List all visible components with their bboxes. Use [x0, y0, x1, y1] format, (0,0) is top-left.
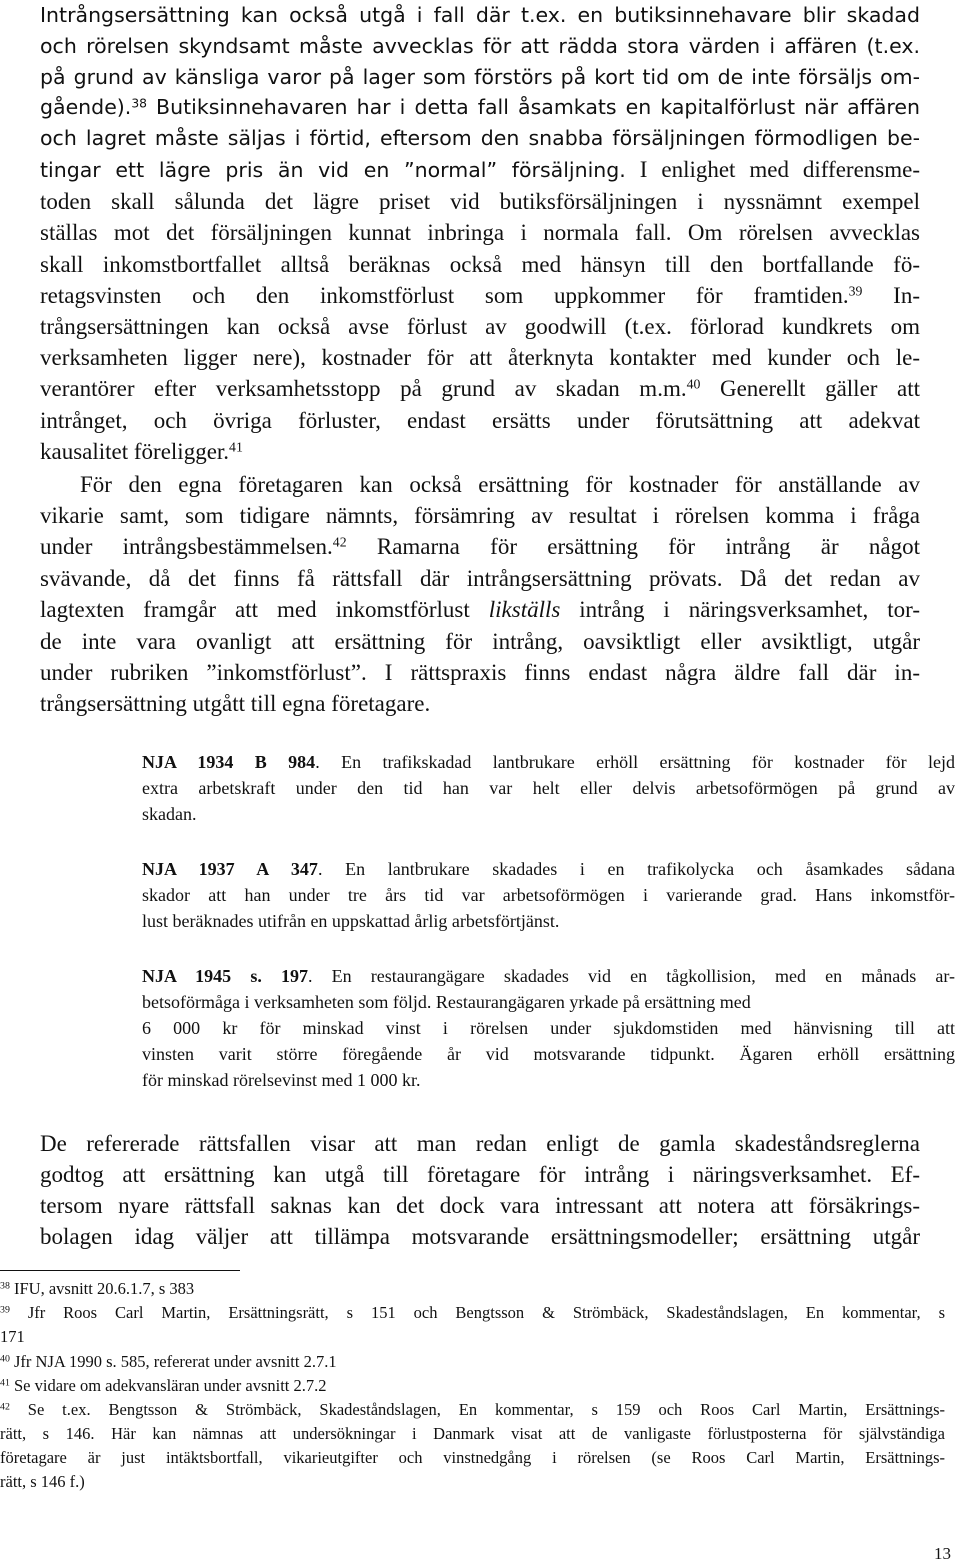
body-line: och lagret måste säljas i förtid, eftersom den snabba försäljningen förmodligen be-	[40, 126, 920, 150]
body-line: Intrångsersättning kan också utgå i fall där t.ex. en butiksinnehavare blir skadad	[40, 3, 920, 27]
footnote-text: Jfr Roos Carl Martin, Ersättningsrätt, s 151 och Bengtsson & Strömbäck, Skadeståndslagen, En kommentar, s	[27, 1303, 945, 1322]
body-line: skall inkomstbortfallet alltså beräknas också med hänsyn till den bortfallande fö-	[40, 252, 920, 277]
footnote-text: Se vidare om adekvansläran under avsnitt 2.7.2	[14, 1376, 327, 1395]
body-line: bolagen idag väljer att tillämpa motsvarande ersättningsmodeller; ersättning utgår	[40, 1224, 920, 1249]
footnote-number: 39	[0, 1304, 10, 1316]
line-text: lagtexten framgår att med inkomstförlust	[40, 597, 489, 622]
footnote-ref-38[interactable]: 38	[131, 96, 147, 111]
body-line: under rubriken ”inkomstförlust”. I rättspraxis finns endast några äldre fall där in-	[40, 660, 920, 685]
body-line: De refererade rättsfallen visar att man redan enligt de gamla skadeståndsreglerna	[40, 1131, 920, 1156]
footnote-ref-42[interactable]: 42	[332, 534, 347, 550]
body-line: vikarie samt, som tidigare nämnts, försämring av resultat i rörelsen komma i fråga	[40, 503, 920, 528]
footnote-42-cont: företagare är just intäktsbortfall, vikarieutgifter och vinstnedgång i rörelsen (se Roos Carl Martin, Ersättnings-	[0, 1448, 945, 1467]
footnote-39-cont: 171	[0, 1327, 25, 1346]
body-line: på grund av känsliga varor på lager som förstörs på kort tid om de inte försäljs om-	[40, 65, 920, 89]
case-text: . En restaurangägare skadades vid en tågkollision, med en månads ar-	[307, 966, 956, 986]
footnote-number: 40	[0, 1353, 10, 1365]
case-line: 6 000 kr för minskad vinst i rörelsen under sjukdomstiden med hänvisning till att	[142, 1018, 955, 1038]
body-line: svävande, då det finns få rättsfall där intrångsersättning prövats. Då det redan av	[40, 566, 920, 591]
emphasis-text: likställs	[488, 597, 561, 622]
line-text: gående).	[40, 95, 132, 119]
case-line: extra arbetskraft under den tid han var helt eller delvis arbetsoförmögen på grund av	[142, 778, 955, 798]
footnote-separator	[0, 1270, 240, 1271]
line-text: Butiksinnehavaren har i detta fall åsamkats en kapitalförlust när affären	[146, 95, 920, 119]
body-line: toden skall sålunda det lägre priset vid butiksförsäljningen i nyssnämnt exempel	[40, 189, 920, 214]
case-reference: NJA 1937 A 347	[142, 859, 318, 879]
footnote-42-cont: rätt, s 146. Här kan nämnas att undersökningar i Danmark visat att de vanligaste förlustposterna för självständiga	[0, 1424, 945, 1443]
body-line: ställas mot det försäljningen kunnat inbringa i normala fall. Om rörelsen avvecklas	[40, 220, 920, 245]
body-line	[40, 594, 920, 625]
line-text: In-	[862, 283, 920, 308]
body-line: verksamheten ligger nere), kostnader för att återknyta kontakter med kunder och le-	[40, 345, 920, 370]
case-line: för minskad rörelsevinst med 1 000 kr.	[142, 1070, 421, 1090]
line-text: Ramarna för ersättning för intrång är något	[346, 534, 920, 559]
footnote-40	[0, 1351, 945, 1373]
footnote-ref-41[interactable]: 41	[229, 439, 243, 455]
footnote-42	[0, 1399, 945, 1421]
case-line	[142, 857, 955, 881]
body-line	[40, 280, 920, 311]
footnote-ref-40[interactable]: 40	[686, 376, 701, 392]
body-line: trångsersättning utgått till egna företagare.	[40, 691, 431, 716]
footnote-38	[0, 1278, 945, 1300]
body-line	[40, 154, 920, 185]
case-line	[142, 750, 955, 774]
footnote-text: Se t.ex. Bengtsson & Strömbäck, Skadeståndslagen, En kommentar, s 159 och Roos Carl Martin, Ersättnings-	[27, 1400, 945, 1419]
body-line: intrånget, och övriga förluster, endast ersätts under förutsättning att adekvat	[40, 408, 920, 433]
body-line	[40, 436, 920, 467]
line-text: I enlighet med differensme-	[625, 157, 920, 182]
body-line: godtog att ersättning kan utgå till företagare för intrång i näringsverksamhet. Ef-	[40, 1162, 920, 1187]
body-line: och rörelsen skyndsamt måste avvecklas för att rädda stora värden i affären (t.ex.	[40, 34, 920, 58]
body-line: de inte vara ovanligt att ersättning för intrång, oavsiktligt eller avsiktligt, utgår	[40, 629, 920, 654]
case-text: . En trafikskadad lantbrukare erhöll ersättning för kostnader för lejd	[315, 752, 956, 772]
footnote-39	[0, 1302, 945, 1324]
body-line: tersom nyare rättsfall saknas kan det dock vara intressant att notera att försäkrings-	[40, 1193, 920, 1218]
body-line	[40, 531, 920, 562]
footnote-number: 38	[0, 1280, 10, 1292]
footnote-number: 42	[0, 1401, 10, 1413]
body-line: trångsersättningen kan också avse förlust av goodwill (t.ex. förlorad kundkrets om	[40, 314, 920, 339]
footnote-number: 41	[0, 1377, 10, 1389]
case-reference: NJA 1934 B 984	[142, 752, 316, 772]
case-reference: NJA 1945 s. 197	[142, 966, 308, 986]
case-line: lust beräknades utifrån en uppskattad årlig arbetsförtjänst.	[142, 911, 560, 931]
line-text: kausalitet föreligger.	[40, 439, 230, 464]
footnote-41	[0, 1375, 945, 1397]
case-line: betsoförmåga i verksamheten som följd. Restaurangägaren yrkade på ersättning med	[142, 992, 751, 1012]
line-text: intrång i näringsverksamhet, tor-	[560, 597, 920, 622]
body-line	[40, 92, 920, 123]
footnote-text: Jfr NJA 1990 s. 585, refererat under avsnitt 2.7.1	[14, 1352, 337, 1371]
body-line: För den egna företagaren kan också ersättning för kostnader för anställande av	[80, 472, 920, 497]
case-line: vinsten varit större föregående år vid motsvarande tidpunkt. Ägaren erhöll ersättning	[142, 1044, 955, 1064]
case-line	[142, 964, 955, 988]
page-number: 13	[934, 1544, 951, 1563]
line-text: tingar ett lägre pris än vid en ”normal” försäljning.	[40, 158, 626, 182]
case-line: skadan.	[142, 804, 197, 824]
line-text: Generellt gäller att	[700, 376, 920, 401]
line-text: verantörer efter verksamhetsstopp på grund av skadan m.m.	[40, 376, 687, 401]
case-line: skador att han under tre års tid var arbetsoförmögen i varierande grad. Hans inkomstför-	[142, 885, 955, 905]
case-text: . En lantbrukare skadades i en trafikolycka och åsamkades sådana	[317, 859, 955, 879]
line-text: under intrångsbestämmelsen.	[40, 534, 333, 559]
footnote-42-cont: rätt, s 146 f.)	[0, 1472, 85, 1491]
footnote-ref-39[interactable]: 39	[848, 283, 863, 299]
footnote-text: IFU, avsnitt 20.6.1.7, s 383	[14, 1279, 195, 1298]
body-line	[40, 373, 920, 404]
line-text: retagsvinsten och den inkomstförlust som uppkommer för framtiden.	[40, 283, 849, 308]
